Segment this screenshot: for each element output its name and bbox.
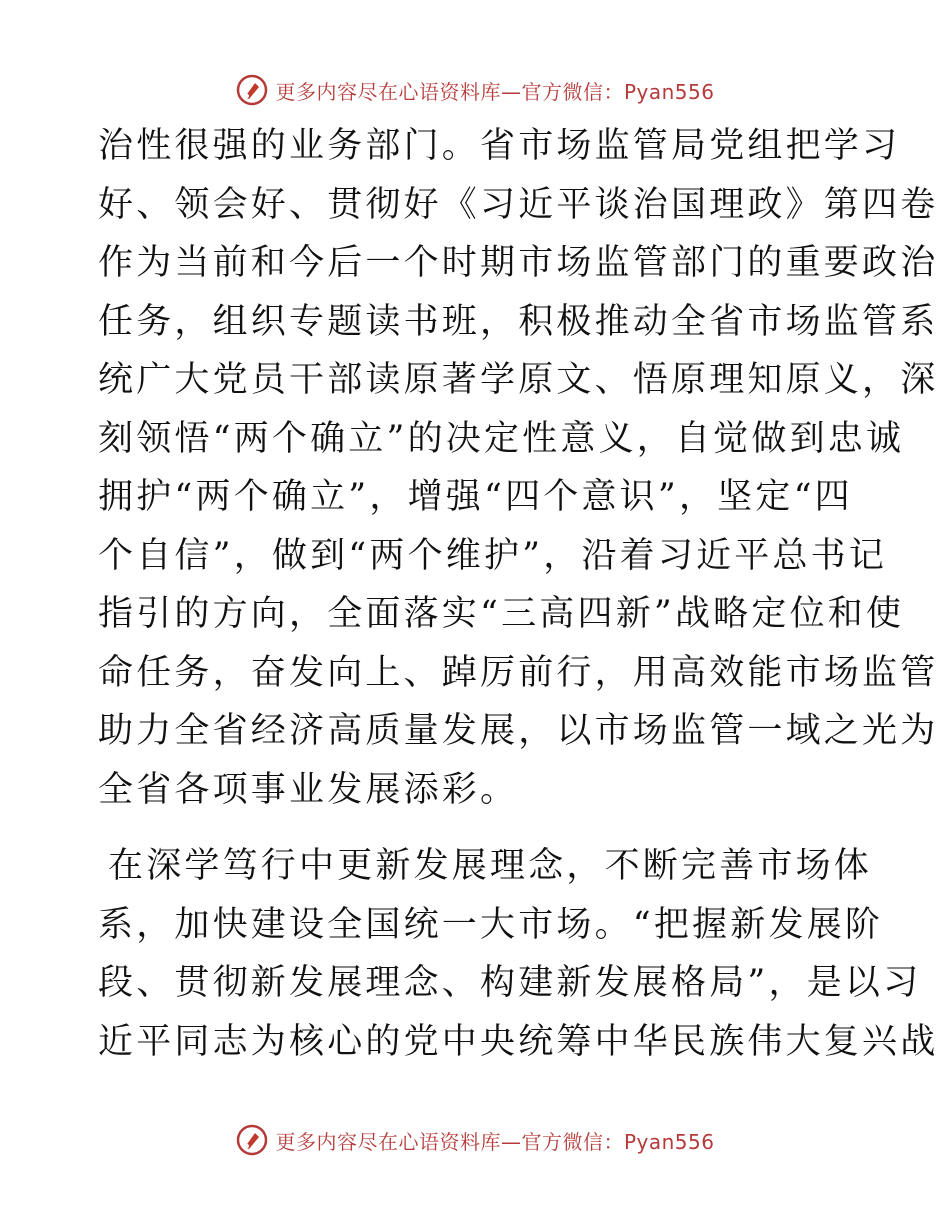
paragraph-spacer xyxy=(98,819,858,837)
watermark-text: 更多内容尽在心语资料库—官方微信：Pyan556 xyxy=(275,79,715,104)
text-line: 全省各项事业发展添彩。 xyxy=(98,769,519,810)
watermark-text: 更多内容尽在心语资料库—官方微信：Pyan556 xyxy=(275,1129,715,1154)
header-watermark xyxy=(0,70,950,110)
text-line: 作为当前和今后一个时期市场监管部门的重要政治 xyxy=(98,243,939,283)
pen-nib-circle-logo-icon xyxy=(235,73,269,107)
text-line: 系，加快建设全国统一大市场。“把握新发展阶 xyxy=(98,904,884,945)
text-line: 统广大党员干部读原著学原文、悟原理知原义，深 xyxy=(98,360,939,400)
text-line: 拥护“两个确立”，增强“四个意识”，坚定“四 xyxy=(98,477,853,517)
text-line: 近平同志为核心的党中央统筹中华民族伟大复兴战 xyxy=(98,1021,939,1062)
text-line: 段、贯彻新发展理念、构建新发展格局”，是以习 xyxy=(98,963,922,1003)
text-line: 好、领会好、贯彻好《习近平谈治国理政》第四卷 xyxy=(98,184,939,225)
text-line: 助力全省经济高质量发展，以市场监管一域之光为 xyxy=(98,711,939,751)
text-line: 任务，组织专题读书班，积极推动全省市场监管系 xyxy=(98,301,939,342)
text-line: 刻领悟“两个确立”的决定性意义，自觉做到忠诚 xyxy=(98,418,905,459)
text-line: 指引的方向，全面落实“三高四新”战略定位和使 xyxy=(98,594,905,634)
text-line: 治性很强的业务部门。省市场监管局党组把学习 xyxy=(98,126,901,166)
pen-nib-circle-logo-icon xyxy=(235,1123,269,1157)
text-line: 个自信”，做到“两个维护”，沿着习近平总书记 xyxy=(98,535,888,576)
document-body xyxy=(98,117,939,1071)
footer-watermark xyxy=(0,1120,950,1160)
text-line: 在深学笃行中更新发展理念，不断完善市场体 xyxy=(108,846,873,886)
text-line: 命任务，奋发向上、踔厉前行，用高效能市场监管 xyxy=(98,652,939,693)
